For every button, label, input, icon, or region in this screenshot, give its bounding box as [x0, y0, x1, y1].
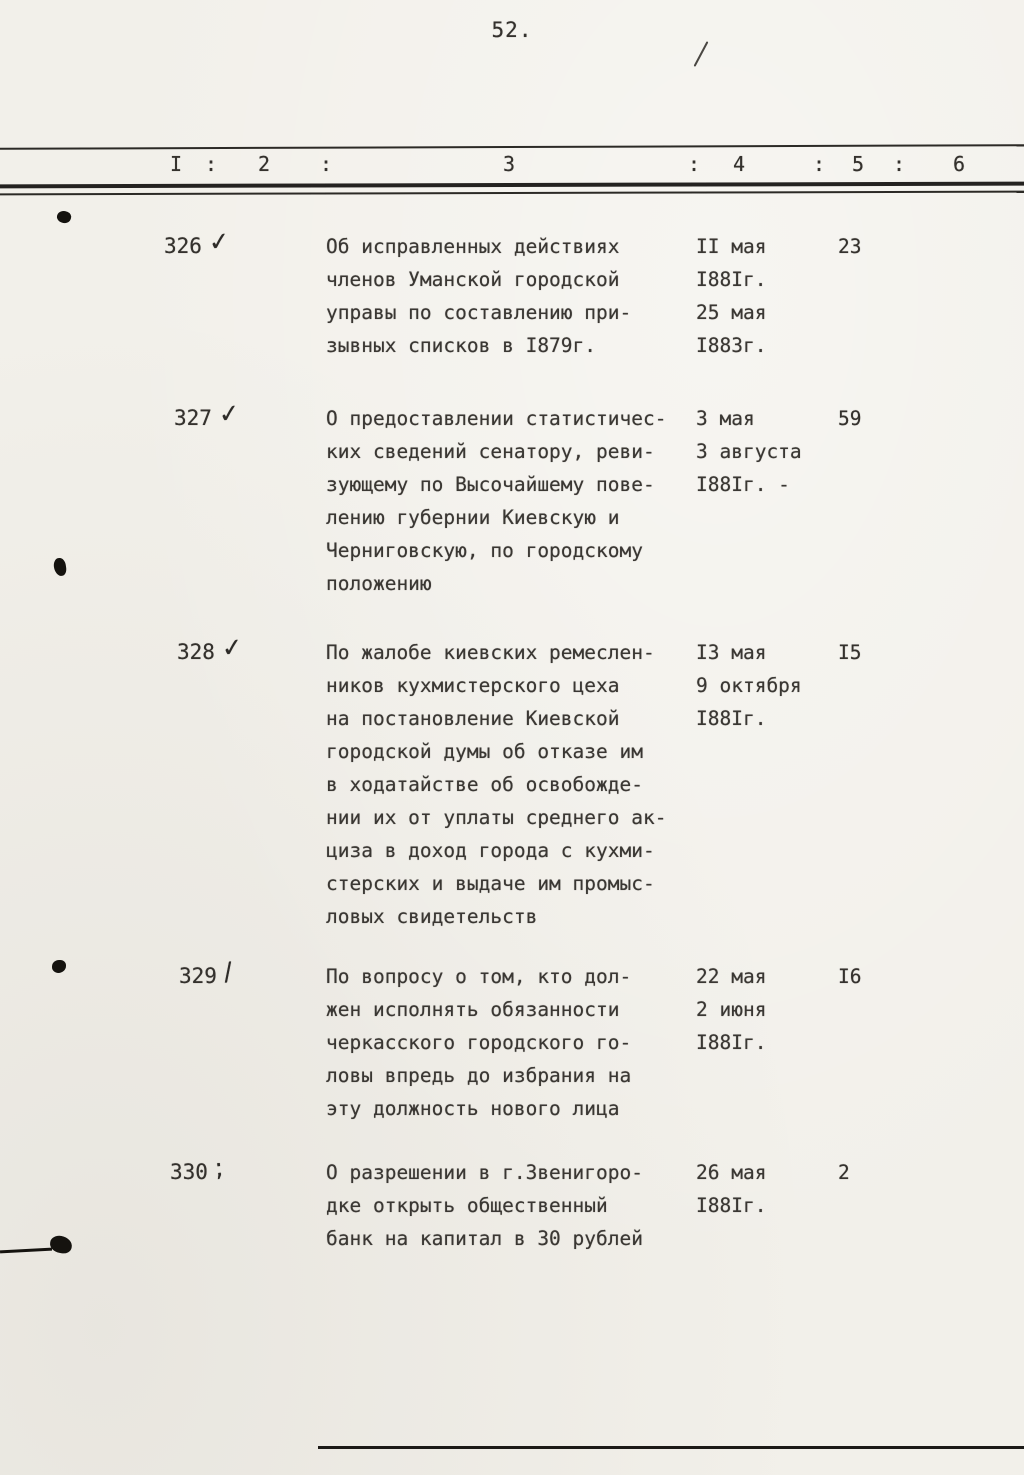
description-line: стерских и выдаче им промыс- [326, 872, 655, 895]
ruled-line-double-thick [0, 182, 1024, 189]
description-line: положению [326, 572, 432, 595]
entry-description [326, 1156, 698, 1255]
description-line: членов Уманской городской [326, 268, 620, 291]
ruled-line-bottom [318, 1446, 1024, 1449]
entry-description [326, 960, 698, 1125]
description-line: ловы впредь до избрания на [326, 1064, 632, 1087]
entry-description [326, 636, 698, 933]
column-separator: : [205, 152, 218, 176]
date-line: 2 июня [696, 998, 767, 1021]
entry-description [326, 402, 698, 600]
date-line: I3 мая [696, 641, 767, 664]
description-line: ких сведений сенатору, реви- [326, 440, 655, 463]
description-line: дке открыть общественный [326, 1194, 608, 1217]
ink-blot [49, 1234, 74, 1255]
description-line: эту должность нового лица [326, 1097, 620, 1120]
entry-number: 328 ✓ [177, 632, 245, 664]
description-line: По вопросу о том, кто дол- [326, 965, 632, 988]
checkmark-icon: / [222, 956, 234, 987]
ink-blot-tail [0, 1248, 52, 1254]
ruled-line-top [0, 144, 1024, 150]
date-line: I88Iг. - [696, 473, 790, 496]
entry-dates [696, 636, 836, 735]
date-line: 22 мая [696, 965, 767, 988]
ink-blot [52, 960, 66, 973]
column-separator: : [688, 152, 701, 176]
date-line: II мая [696, 235, 767, 258]
entry-sheet-count: 2 [838, 1161, 850, 1184]
entry-sheet-count: 23 [838, 235, 862, 258]
date-line: I88Iг. [696, 1031, 767, 1054]
table-header-row [0, 152, 1024, 182]
date-line: 9 октября [696, 674, 802, 697]
description-line: О предоставлении статистичес- [326, 407, 667, 430]
column-header: 6 [953, 152, 966, 176]
description-line: циза в доход города с кухми- [326, 839, 655, 862]
checkmark-icon: ✓ [217, 398, 242, 430]
pen-stroke-mark [694, 41, 709, 67]
description-line: Черниговскую, по городскому [326, 539, 643, 562]
entry-number: 326 ✓ [164, 226, 232, 258]
checkmark-icon: ✓ [207, 226, 232, 258]
date-line: 3 августа [696, 440, 802, 463]
entry-dates [696, 1156, 836, 1222]
description-line: городской думы об отказе им [326, 740, 643, 763]
date-line: 25 мая [696, 301, 767, 324]
ink-blot [55, 209, 72, 225]
ink-blot [53, 557, 67, 576]
entry-dates [696, 402, 836, 501]
column-separator: : [893, 152, 906, 176]
description-line: черкасского городского го- [326, 1031, 632, 1054]
description-line: По жалобе киевских ремеслен- [326, 641, 655, 664]
description-line: Об исправленных действиях [326, 235, 620, 258]
column-separator: : [320, 152, 333, 176]
entry-sheet-count: 59 [838, 407, 862, 430]
date-line: 3 мая [696, 407, 755, 430]
description-line: жен исполнять обязанности [326, 998, 620, 1021]
column-header: 2 [258, 152, 271, 176]
entry-number: 327 ✓ [174, 398, 242, 430]
page-number: 52. [491, 18, 533, 42]
date-line: I88Iг. [696, 707, 767, 730]
date-line: 26 мая [696, 1161, 767, 1184]
column-separator: : [813, 152, 826, 176]
description-line: банк на капитал в 30 рублей [326, 1227, 643, 1250]
ruled-line-double-thin [0, 191, 1024, 196]
date-line: I88Iг. [696, 1194, 767, 1217]
date-line: I88Iг. [696, 268, 767, 291]
date-line: I883г. [696, 334, 767, 357]
entry-sheet-count: I6 [838, 965, 862, 988]
description-line: нии их от уплаты среднего ак- [326, 806, 667, 829]
entry-description [326, 230, 698, 362]
entry-number: 330 ; [170, 1152, 225, 1184]
description-line: зующему по Высочайшему пове- [326, 473, 655, 496]
description-line: на постановление Киевской [326, 707, 620, 730]
entry-dates [696, 960, 836, 1059]
description-line: ловых свидетельств [326, 905, 538, 928]
description-line: О разрешении в г.Звенигоро- [326, 1161, 643, 1184]
description-line: зывных списков в I879г. [326, 334, 597, 357]
description-line: управы по составлению при- [326, 301, 632, 324]
column-header: I [170, 152, 183, 176]
entry-sheet-count: I5 [838, 641, 862, 664]
column-header: 4 [733, 152, 746, 176]
column-header: 5 [852, 152, 865, 176]
entry-number: 329 / [179, 956, 234, 988]
checkmark-icon: ✓ [220, 632, 245, 664]
column-header: 3 [503, 152, 516, 176]
checkmark-icon: ; [213, 1152, 225, 1183]
description-line: ников кухмистерского цеха [326, 674, 620, 697]
entry-dates [696, 230, 836, 362]
description-line: лению губернии Киевскую и [326, 506, 620, 529]
description-line: в ходатайстве об освобожде- [326, 773, 643, 796]
